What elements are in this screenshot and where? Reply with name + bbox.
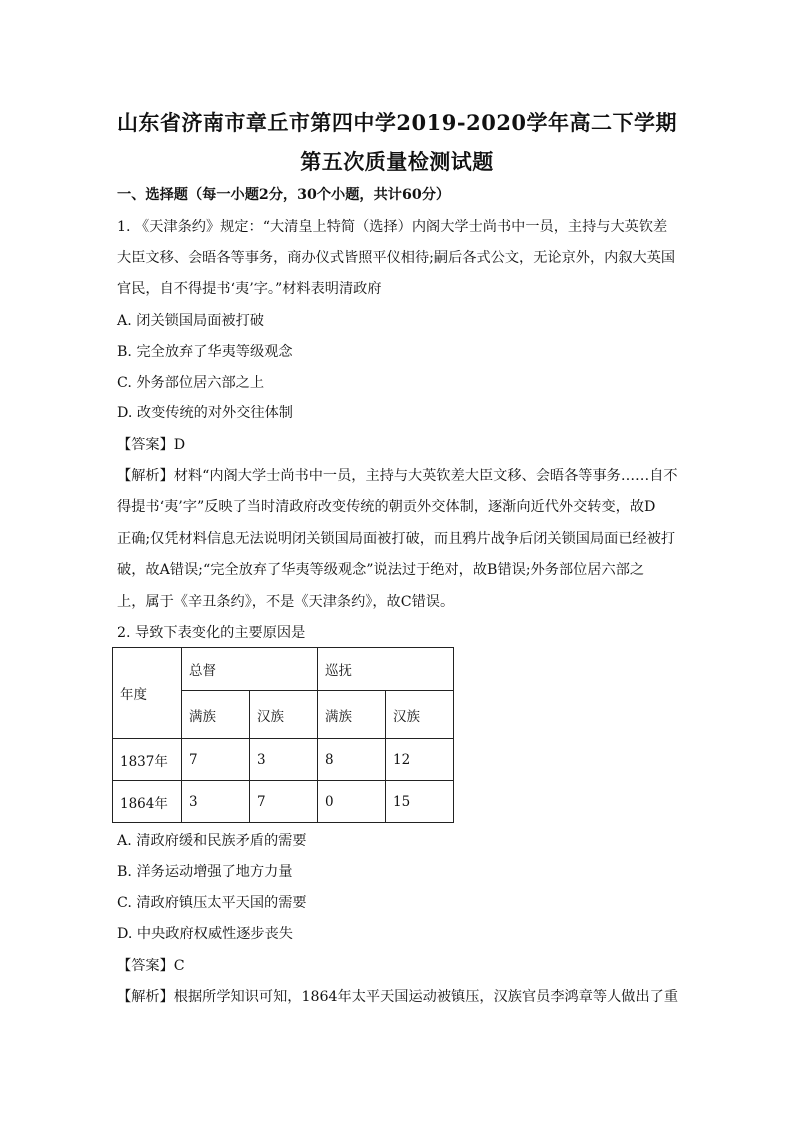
- q1-analysis-line-4: 破，故A错误;“完全放弃了华夷等级观念”说法过于绝对，故B错误;外务部位居六部之: [117, 562, 645, 578]
- q2-answer: 【答案】C: [117, 958, 185, 974]
- table-row: [113, 781, 454, 823]
- table-cell: 8: [318, 739, 386, 781]
- table-subheader-cell: 满族: [182, 691, 250, 739]
- q2-option-a: A. 清政府缓和民族矛盾的需要: [117, 833, 307, 849]
- document-title-line-1: 山东省济南市章丘市第四中学2019-2020学年高二下学期: [116, 110, 678, 135]
- q1-stem-line-3: 官民，自不得提书‘夷’字。”材料表明清政府: [117, 281, 382, 297]
- section-heading: 一、选择题（每一小题2分，30个小题，共计60分）: [117, 187, 451, 203]
- table-header-year: 年度: [113, 648, 182, 739]
- table-subheader-cell: 满族: [318, 691, 386, 739]
- table-subheader-cell: 汉族: [386, 691, 454, 739]
- table-cell-year: 1864年: [113, 781, 182, 823]
- q1-answer: 【答案】D: [117, 437, 186, 453]
- table-subheader-cell: 汉族: [250, 691, 318, 739]
- q2-option-d: D. 中央政府权威性逐步丧失: [117, 926, 293, 942]
- official-ethnicity-table: [112, 647, 454, 823]
- q1-option-b: B. 完全放弃了华夷等级观念: [117, 344, 293, 360]
- q1-analysis-line-1: 【解析】材料“内阁大学士尚书中一员，主持与大英钦差大臣文移、会晤各等事务……自不: [117, 468, 678, 484]
- q1-analysis-line-3: 正确;仅凭材料信息无法说明闭关锁国局面被打破，而且鸦片战争后闭关锁国局面已经被打: [117, 531, 676, 547]
- q1-option-a: A. 闭关锁国局面被打破: [117, 313, 264, 329]
- table-cell: 7: [250, 781, 318, 823]
- q1-analysis-line-2: 得提书‘夷’字”反映了当时清政府改变传统的朝贡外交体制，逐渐向近代外交转变，故D: [117, 499, 656, 515]
- table-cell: 0: [318, 781, 386, 823]
- table-header-governor: 巡抚: [318, 648, 454, 691]
- q1-option-d: D. 改变传统的对外交往体制: [117, 405, 293, 421]
- table-cell: 12: [386, 739, 454, 781]
- q2-analysis-line-1: 【解析】根据所学知识可知，1864年太平天国运动被镇压，汉族官员李鸿章等人做出了重: [117, 989, 679, 1005]
- q1-stem-line-2: 大臣文移、会晤各等事务，商办仪式皆照平仪相待;嗣后各式公文，无论京外，内叙大英国: [117, 250, 676, 266]
- table-cell: 7: [182, 739, 250, 781]
- table-cell: 15: [386, 781, 454, 823]
- q2-stem: 2. 导致下表变化的主要原因是: [117, 625, 306, 641]
- table-header-governor-general: 总督: [182, 648, 318, 691]
- q2-option-c: C. 清政府镇压太平天国的需要: [117, 895, 307, 911]
- q1-stem-line-1: 1. 《天津条约》规定：“大清皇上特简（选择）内阁大学士尚书中一员，主持与大英钦差: [117, 219, 668, 235]
- table-row: [113, 739, 454, 781]
- q1-option-c: C. 外务部位居六部之上: [117, 375, 265, 391]
- q2-option-b: B. 洋务运动增强了地方力量: [117, 864, 293, 880]
- table-cell: 3: [182, 781, 250, 823]
- q1-analysis-line-5: 上，属于《辛丑条约》，不是《天津条约》，故C错误。: [117, 594, 455, 610]
- table-cell-year: 1837年: [113, 739, 182, 781]
- document-title-line-2: 第五次质量检测试题: [300, 149, 494, 174]
- table-cell: 3: [250, 739, 318, 781]
